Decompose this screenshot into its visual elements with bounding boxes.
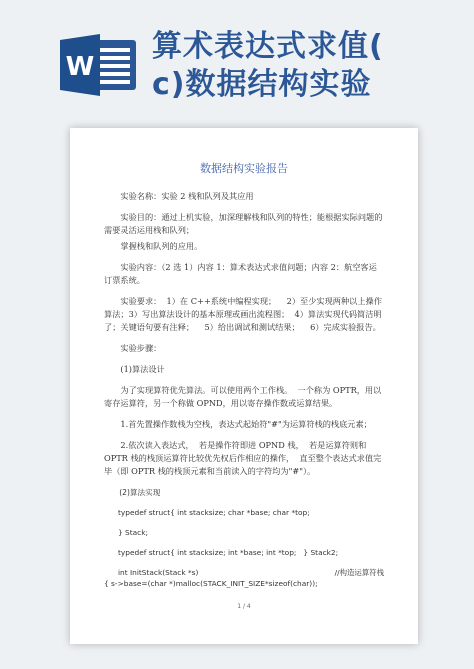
title-line-2: c)数据结构实验 <box>152 67 372 102</box>
code-line-4-comment: //构造运算符栈 <box>334 568 384 577</box>
paragraph-requirements: 实验要求： 1）在 C++系统中编程实现； 2）至少实现两种以上操作算法；3）写出算法设计的基本原理或画出流程图； 4）算法实现代码简洁明了；关键语句要有注释； 5）给出调试和测试结果； 6）完成实验报告。 <box>104 296 382 332</box>
paragraph-name: 实验名称：实验 2 栈和队列及其应用 <box>120 191 254 201</box>
code-line-5: { s->base=(char *)malloc(STACK_INIT_SIZE*sizeof(char)); <box>104 579 318 588</box>
svg-text:W: W <box>65 52 95 82</box>
title-line-1: 算术表达式求值( <box>152 29 384 64</box>
code-line-4-code: int InitStack(Stack *s) <box>118 568 199 577</box>
word-icon <box>60 34 138 96</box>
code-line-4 <box>104 567 384 578</box>
document-page <box>70 128 418 644</box>
paragraph-steps: 实验步骤： <box>120 343 162 353</box>
code-line-3: typedef struct{ int stacksize; int *base; int *top; } Stack2; <box>118 548 339 557</box>
page-number: 1 / 4 <box>237 603 251 610</box>
code-line-2: } Stack; <box>118 528 149 537</box>
paragraph-goal: 实验目的：通过上机实验，加深理解栈和队列的特性；能根据实际问题的需要灵活运用栈和队列； <box>104 212 383 235</box>
paragraph-design-item-2: 2.依次读入表达式， 若是操作符即进 OPND 栈， 若是运算符则和 OPTR 栈的栈顶运算符比较优先权后作相应的操作， 直至整个表达式求值完毕（即 OPTR 栈的栈顶元素和当前读入的字符均为"#"）。 <box>104 440 382 476</box>
document-heading: 数据结构实验报告 <box>200 162 288 175</box>
page-title <box>152 28 468 104</box>
paragraph-design-text: 为了实现算符优先算法。可以使用两个工作栈。 一个称为 OPTR，用以寄存运算符，另一个称做 OPND，用以寄存操作数或运算结果。 <box>104 385 382 408</box>
paragraph-goal-2: 掌握栈和队列的应用。 <box>120 241 203 251</box>
section-algorithm-design: (1)算法设计 <box>120 364 165 374</box>
code-line-1: typedef struct{ int stacksize; char *base; char *top; <box>118 508 310 517</box>
paragraph-content: 实验内容：（2 选 1）内容 1：算术表达式求值问题；内容 2：航空客运订票系统。 <box>104 262 377 285</box>
section-algorithm-impl: (2)算法实现 <box>119 488 161 497</box>
paragraph-design-item-1: 1.首先置操作数栈为空栈，表达式起始符"#"为运算符栈的栈底元素； <box>120 419 372 429</box>
